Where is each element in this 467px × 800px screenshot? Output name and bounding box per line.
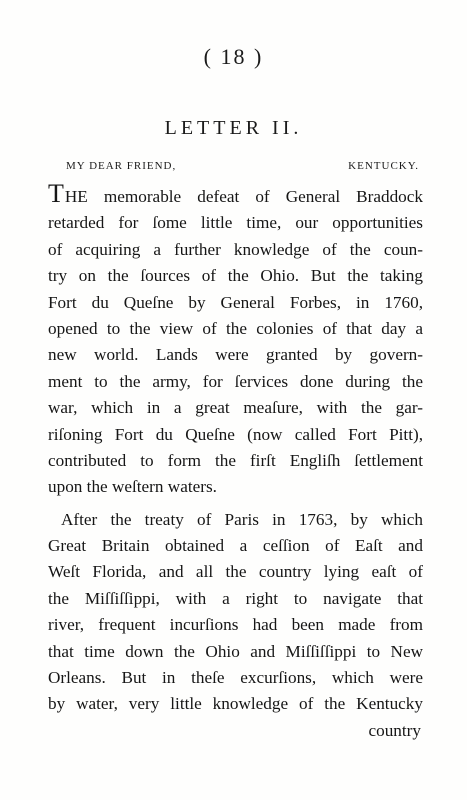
letter-body [48,179,423,744]
drop-cap: T [48,179,65,208]
text-line: Orleans. But in theſe excurſions, which were [48,668,423,688]
text-line: After the treaty of Paris in 1763, by which [61,509,423,529]
text-line: Fort du Queſne by General Forbes, in 1760, [48,292,423,312]
text-line: upon the weſtern waters. [48,477,217,497]
letter-heading: LETTER II. [164,117,303,139]
text-line: try on the ſources of the Ohio. But the taking [48,266,423,286]
salutation: MY DEAR FRIEND, [66,160,177,172]
text-line-content: HE memorable defeat of General Braddock [64,187,423,206]
catchword: country [368,720,421,740]
text-line: ment to the army, for ſervices done during the [48,371,423,391]
text-line: contributed to form the firſt Engliſh ſettlement [48,450,423,470]
text-line: of acquiring a further knowledge of the coun- [48,239,423,259]
text-line: retarded for ſome little time, our opportunities [48,213,423,233]
text-line: river, frequent incurſions had been made from [48,615,423,635]
place-name: KENTUCKY. [348,160,419,172]
text-line [48,179,423,210]
text-line: Great Britain obtained a ceſſion of Eaſt and [48,536,423,556]
text-line: Weſt Florida, and all the country lying eaſt of [48,562,423,582]
page-number: ( 18 ) [203,44,264,69]
text-line: riſoning Fort du Queſne (now called Fort Pitt), [48,424,423,444]
text-line: by water, very little knowledge of the Kentucky [48,694,423,714]
text-line: war, which in a great meaſure, with the gar- [48,398,423,418]
text-line: opened to the view of the colonies of that day a [48,318,423,338]
text-line: the Miſſiſſippi, with a right to navigate that [48,588,423,608]
text-line: that time down the Ohio and Miſſiſſippi to New [48,641,423,661]
text-line: new world. Lands were granted by govern- [48,345,423,365]
